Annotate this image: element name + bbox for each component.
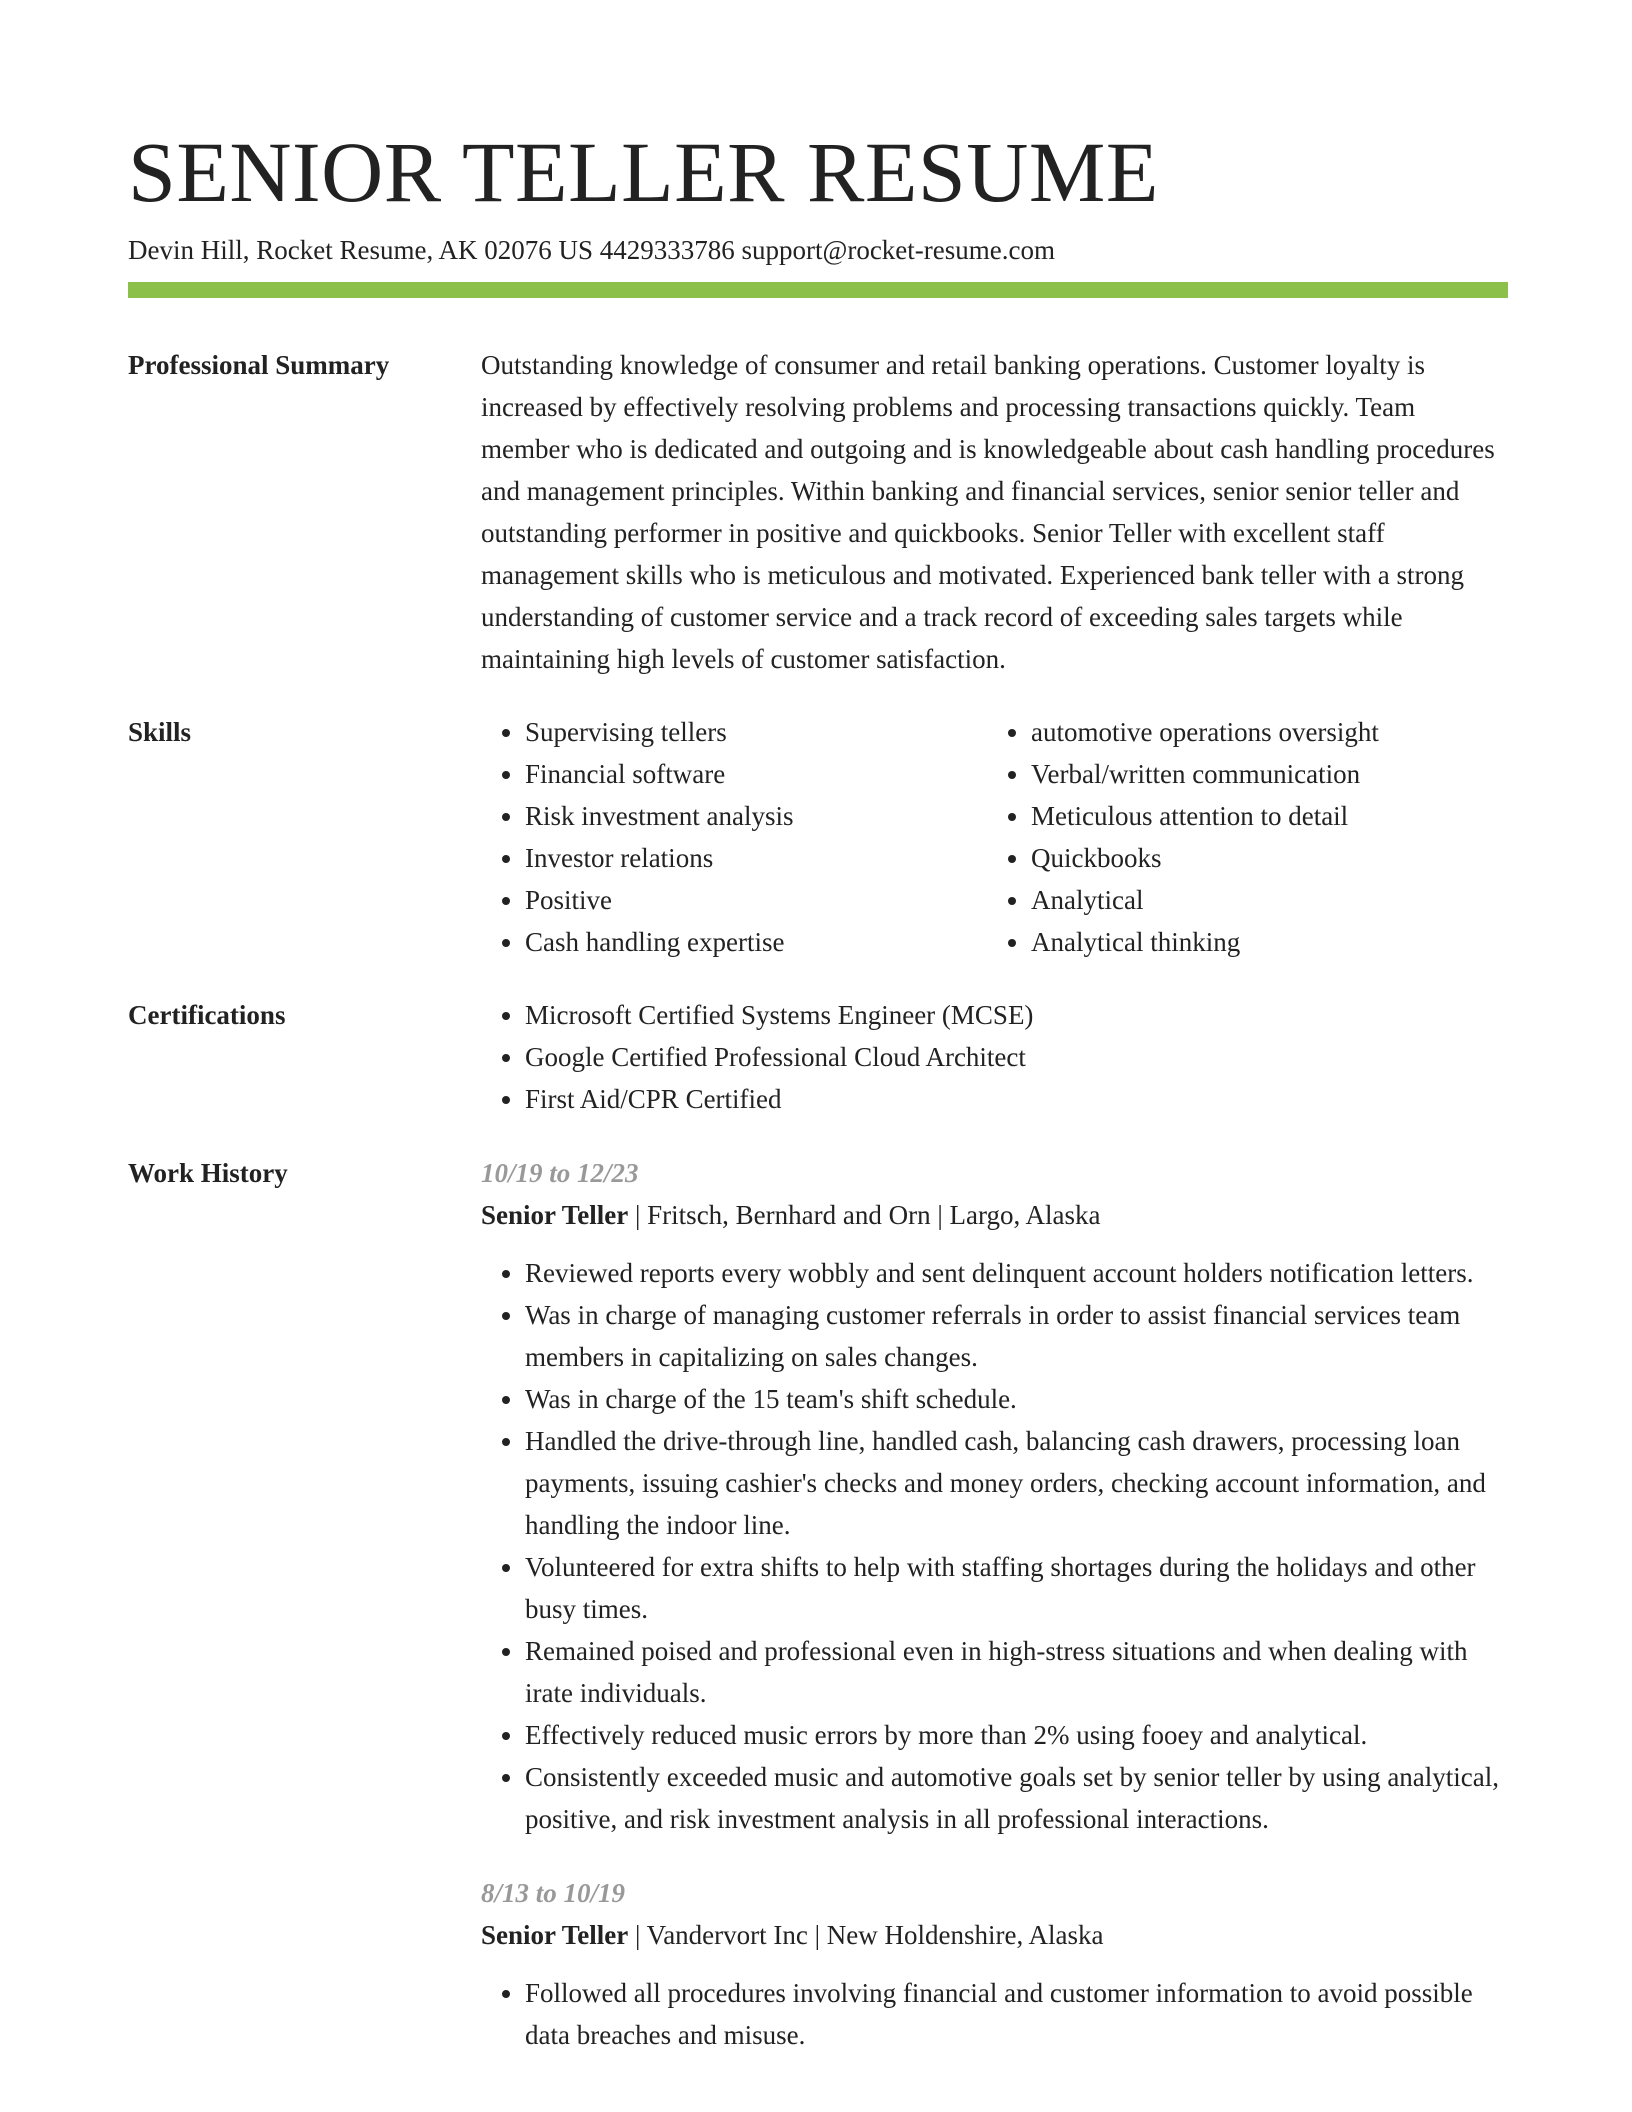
skill-item: • Investor relations	[525, 837, 987, 879]
job-dates: 10/19 to 12/23	[481, 1158, 639, 1188]
skills-list-right	[987, 711, 1506, 963]
skill-item: • Meticulous attention to detail	[1031, 795, 1506, 837]
certifications-heading: Certifications	[128, 1000, 286, 1030]
job-bullets	[481, 1252, 1508, 1840]
skill-item: • Analytical	[1031, 879, 1506, 921]
job-bullet: • Remained poised and professional even in high-stress situations and when dealing with irate individuals.	[525, 1630, 1508, 1714]
job-bullet: • Followed all procedures involving financial and customer information to avoid possible data breaches and misuse.	[525, 1972, 1508, 2056]
skills-list-left	[481, 711, 987, 963]
certification-item: • Microsoft Certified Systems Engineer (MCSE)	[525, 994, 1508, 1036]
skills-heading: Skills	[128, 717, 192, 747]
skill-item: • Verbal/written communication	[1031, 753, 1506, 795]
job-bullet: • Reviewed reports every wobbly and sent delinquent account holders notification letters.	[525, 1252, 1508, 1294]
certification-item: • Google Certified Professional Cloud Architect	[525, 1036, 1508, 1078]
skill-item: • Quickbooks	[1031, 837, 1506, 879]
job-bullet: • Consistently exceeded music and automotive goals set by senior teller by using analytical, positive, and risk investment analysis in all professional interactions.	[525, 1756, 1508, 1840]
job-employer: | Fritsch, Bernhard and Orn | Largo, Alaska	[628, 1200, 1101, 1230]
skill-item: • Financial software	[525, 753, 987, 795]
summary-heading: Professional Summary	[128, 350, 390, 380]
skill-item: • automotive operations oversight	[1031, 711, 1506, 753]
job-title: Senior Teller	[481, 1200, 629, 1230]
job-heading	[481, 1914, 1508, 1956]
job-bullets	[481, 1972, 1508, 2056]
header-divider	[128, 282, 1508, 298]
job-employer: | Vandervort Inc | New Holdenshire, Alaska	[628, 1920, 1104, 1950]
job-bullet: • Effectively reduced music errors by more than 2% using fooey and analytical.	[525, 1714, 1508, 1756]
resume-page	[128, 122, 1508, 2056]
certifications-section	[128, 994, 1508, 1120]
job-title: Senior Teller	[481, 1920, 629, 1950]
job-dates: 8/13 to 10/19	[481, 1878, 626, 1908]
summary-text: Outstanding knowledge of consumer and retail banking operations. Customer loyalty is increased by effectively resolving problems and processing transactions quickly. Team member who is dedicated and outgoing and is knowledgeable about cash handling procedures and management principles. Within banking and financial services, senior senior teller and outstanding performer in positive and quickbooks. Senior Teller with excellent staff management skills who is meticulous and motivated. Experienced bank teller with a strong understanding of customer service and a track record of exceeding sales targets while maintaining high levels of customer satisfaction.	[481, 350, 1495, 674]
skill-item: • Risk investment analysis	[525, 795, 987, 837]
job-bullet: • Handled the drive-through line, handled cash, balancing cash drawers, processing loan payments, issuing cashier's checks and money orders, checking account information, and handling the indoor line.	[525, 1420, 1508, 1546]
work-history-section	[128, 1152, 1508, 2056]
job-bullet: • Was in charge of the 15 team's shift schedule.	[525, 1378, 1508, 1420]
job-heading	[481, 1194, 1508, 1236]
certification-item: • First Aid/CPR Certified	[525, 1078, 1508, 1120]
summary-section	[128, 344, 1508, 680]
skill-item: • Supervising tellers	[525, 711, 987, 753]
job-entry	[481, 1872, 1508, 2056]
contact-line: Devin Hill, Rocket Resume, AK 02076 US 4429333786 support@rocket-resume.com	[128, 235, 1055, 265]
skill-item: • Positive	[525, 879, 987, 921]
work-history-heading: Work History	[128, 1158, 288, 1188]
certifications-list	[481, 994, 1508, 1120]
job-entry	[481, 1152, 1508, 1840]
skill-item: • Analytical thinking	[1031, 921, 1506, 963]
job-bullet: • Volunteered for extra shifts to help with staffing shortages during the holidays and other busy times.	[525, 1546, 1508, 1630]
job-bullet: • Was in charge of managing customer referrals in order to assist financial services team members in capitalizing on sales changes.	[525, 1294, 1508, 1378]
skills-section	[128, 711, 1508, 963]
page-title: SENIOR TELLER RESUME	[128, 124, 1159, 220]
skill-item: • Cash handling expertise	[525, 921, 987, 963]
